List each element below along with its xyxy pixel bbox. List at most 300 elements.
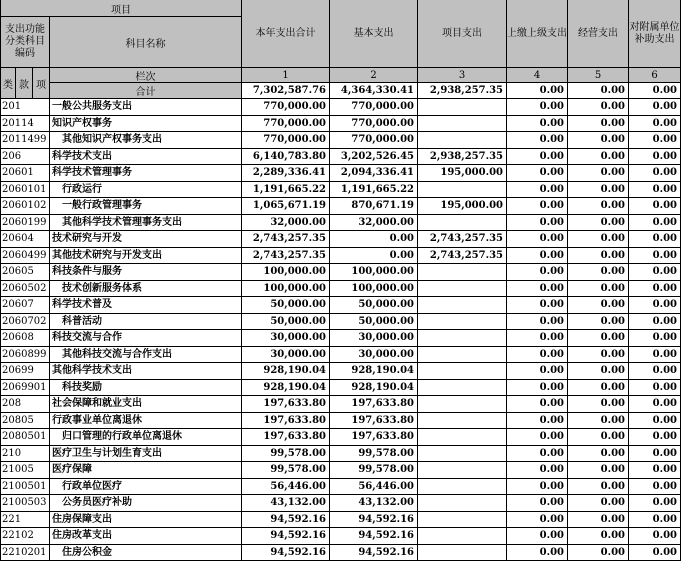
row-subject-name-text: 科学技术普及	[52, 299, 112, 310]
row-value-col-4-text: 0.00	[539, 398, 564, 409]
row-value-col-3	[418, 396, 507, 413]
row-value-col-3	[418, 165, 507, 182]
row-value-col-4	[507, 479, 568, 495]
column-number-3-text: 3	[458, 69, 466, 81]
row-value-col-5-text: 0.00	[600, 118, 625, 129]
row-value-col-4-text: 0.00	[539, 266, 564, 277]
column-header-3	[418, 0, 507, 68]
row-value-col-2	[330, 330, 418, 347]
row-value-col-1-text: 100,000.00	[263, 266, 326, 277]
row-value-col-1-text: 94,592.16	[270, 547, 326, 558]
row-value-col-4-text: 0.00	[539, 382, 564, 393]
row-value-col-5-text: 0.00	[600, 184, 625, 195]
column-number-5	[568, 68, 629, 83]
row-value-col-1-text: 94,592.16	[270, 514, 326, 525]
row-value-col-5	[568, 149, 629, 165]
row-value-col-1-text: 43,132.00	[270, 497, 326, 508]
row-value-col-5-text: 0.00	[600, 266, 625, 277]
row-code	[0, 132, 50, 149]
row-code-text: 2060499	[2, 250, 47, 261]
row-value-col-5-text: 0.00	[600, 349, 625, 360]
row-value-col-1	[242, 479, 330, 495]
row-value-col-1-text: 50,000.00	[270, 316, 326, 327]
row-subject-name	[50, 182, 242, 198]
total-cell-1-text: 7,302,587.76	[252, 85, 326, 96]
row-value-col-2-text: 43,132.00	[358, 497, 414, 508]
row-subject-name-text: 知识产权事务	[52, 118, 112, 129]
column-header-3-text: 项目支出	[442, 27, 482, 39]
row-subject-name	[50, 132, 242, 149]
row-code-text: 21005	[2, 464, 34, 475]
row-value-col-5-text: 0.00	[600, 481, 625, 492]
row-code-text: 201	[2, 101, 22, 112]
column-number-6-text: 6	[651, 69, 658, 81]
row-value-col-6-text: 0.00	[652, 431, 677, 442]
row-value-col-6-text: 0.00	[652, 233, 677, 244]
header-row-number-label: 栏次	[135, 71, 156, 83]
row-value-col-5-text: 0.00	[600, 365, 625, 376]
row-code	[0, 446, 50, 462]
row-value-col-4-text: 0.00	[539, 481, 564, 492]
row-code	[0, 495, 50, 512]
row-value-col-5-text: 0.00	[600, 448, 625, 459]
row-value-col-4-text: 0.00	[539, 514, 564, 525]
row-value-col-1-text: 770,000.00	[263, 101, 326, 112]
row-value-col-6	[629, 215, 681, 231]
row-value-col-2-text: 197,633.80	[351, 431, 414, 442]
row-value-col-2	[330, 446, 418, 462]
header-func-code	[0, 17, 50, 68]
row-subject-name	[50, 215, 242, 231]
header-lei-label: 类	[3, 79, 13, 91]
row-value-col-6	[629, 380, 681, 396]
row-value-col-4	[507, 264, 568, 281]
row-value-col-5	[568, 165, 629, 182]
row-value-col-1-text: 30,000.00	[270, 332, 326, 343]
row-value-col-4	[507, 528, 568, 545]
row-code-text: 2011499	[2, 134, 47, 145]
row-value-col-5	[568, 429, 629, 446]
row-subject-name-text: 科技交流与合作	[52, 332, 122, 343]
column-number-1-text: 1	[282, 69, 289, 81]
row-value-col-1	[242, 462, 330, 479]
row-value-col-2-text: 100,000.00	[351, 283, 414, 294]
column-number-1	[242, 68, 330, 83]
row-value-col-5	[568, 528, 629, 545]
row-value-col-4-text: 0.00	[539, 448, 564, 459]
row-value-col-1	[242, 413, 330, 429]
row-code	[0, 99, 50, 116]
row-value-col-3	[418, 429, 507, 446]
row-subject-name	[50, 281, 242, 297]
row-value-col-2	[330, 314, 418, 330]
row-value-col-1	[242, 330, 330, 347]
row-value-col-4-text: 0.00	[539, 365, 564, 376]
row-value-col-2-text: 56,446.00	[358, 481, 414, 492]
row-value-col-2-text: 50,000.00	[358, 316, 414, 327]
row-value-col-2-text: 3,202,526.45	[340, 151, 414, 162]
row-value-col-5-text: 0.00	[600, 283, 625, 294]
row-value-col-4-text: 0.00	[539, 200, 564, 211]
row-value-col-1	[242, 396, 330, 413]
row-value-col-1-text: 30,000.00	[270, 349, 326, 360]
row-code-text: 20601	[2, 167, 34, 178]
row-subject-name	[50, 545, 242, 561]
row-value-col-6-text: 0.00	[652, 299, 677, 310]
row-value-col-5	[568, 281, 629, 297]
row-subject-name-text: 住房改革支出	[52, 530, 112, 541]
row-value-col-4	[507, 413, 568, 429]
row-value-col-4-text: 0.00	[539, 332, 564, 343]
row-value-col-4	[507, 545, 568, 561]
row-value-col-5-text: 0.00	[600, 217, 625, 228]
row-subject-name	[50, 396, 242, 413]
row-value-col-6-text: 0.00	[652, 415, 677, 426]
row-value-col-3	[418, 215, 507, 231]
row-value-col-5-text: 0.00	[600, 250, 625, 261]
row-code-text: 2100503	[2, 497, 47, 508]
row-code	[0, 182, 50, 198]
row-value-col-1	[242, 264, 330, 281]
row-value-col-4	[507, 281, 568, 297]
row-subject-name-text: 归口管理的行政单位离退休	[62, 431, 182, 442]
row-subject-name	[50, 297, 242, 314]
row-value-col-3	[418, 281, 507, 297]
row-value-col-5-text: 0.00	[600, 514, 625, 525]
column-number-3	[418, 68, 507, 83]
row-subject-name	[50, 495, 242, 512]
row-code-text: 2060899	[2, 349, 47, 360]
row-value-col-6-text: 0.00	[652, 365, 677, 376]
row-subject-name-text: 医疗保障	[52, 464, 92, 475]
row-value-col-2	[330, 545, 418, 561]
row-code-text: 2069901	[2, 382, 47, 393]
row-value-col-3	[418, 132, 507, 149]
row-subject-name-text: 科学技术管理事务	[52, 167, 132, 178]
row-value-col-2	[330, 413, 418, 429]
row-value-col-3	[418, 380, 507, 396]
row-code-text: 2060199	[2, 217, 47, 228]
row-value-col-3	[418, 330, 507, 347]
header-subject-name	[50, 17, 242, 68]
header-project-group	[0, 0, 242, 17]
row-value-col-3	[418, 413, 507, 429]
row-value-col-6	[629, 314, 681, 330]
header-row-number	[50, 68, 242, 83]
row-value-col-4	[507, 165, 568, 182]
row-subject-name	[50, 314, 242, 330]
row-code	[0, 479, 50, 495]
row-value-col-6	[629, 281, 681, 297]
row-value-col-3	[418, 512, 507, 528]
row-value-col-4	[507, 396, 568, 413]
row-code-text: 20699	[2, 365, 34, 376]
row-value-col-4	[507, 495, 568, 512]
row-code	[0, 264, 50, 281]
row-value-col-4-text: 0.00	[539, 299, 564, 310]
row-value-col-3	[418, 495, 507, 512]
row-value-col-5	[568, 462, 629, 479]
row-subject-name-text: 住房保障支出	[52, 514, 112, 525]
row-code	[0, 462, 50, 479]
row-code-text: 2060702	[2, 316, 47, 327]
row-code-text: 20605	[2, 266, 34, 277]
row-subject-name-text: 科技奖励	[62, 382, 102, 393]
row-value-col-2	[330, 528, 418, 545]
row-value-col-1	[242, 363, 330, 380]
row-value-col-1	[242, 132, 330, 149]
total-cell-2-text: 4,364,330.41	[340, 85, 414, 96]
row-value-col-5	[568, 182, 629, 198]
total-cell-2	[330, 83, 418, 99]
header-xiang-label: 项	[36, 79, 46, 91]
column-header-4-text: 上缴上级支出	[507, 27, 567, 39]
row-value-col-3	[418, 264, 507, 281]
row-value-col-3-text: 2,743,257.35	[429, 233, 503, 244]
row-value-col-6-text: 0.00	[652, 167, 677, 178]
row-value-col-1-text: 197,633.80	[263, 415, 326, 426]
row-value-col-3	[418, 231, 507, 248]
row-value-col-4	[507, 363, 568, 380]
column-header-2	[330, 0, 418, 68]
row-value-col-6	[629, 231, 681, 248]
row-code-text: 221	[2, 514, 22, 525]
column-header-1	[242, 0, 330, 68]
row-value-col-1-text: 94,592.16	[270, 530, 326, 541]
row-subject-name	[50, 198, 242, 215]
row-value-col-3	[418, 347, 507, 363]
row-value-col-3	[418, 297, 507, 314]
row-value-col-6	[629, 248, 681, 264]
header-kuan	[16, 68, 33, 99]
row-subject-name	[50, 347, 242, 363]
row-value-col-5-text: 0.00	[600, 316, 625, 327]
row-value-col-2	[330, 479, 418, 495]
row-value-col-2	[330, 182, 418, 198]
row-value-col-6	[629, 182, 681, 198]
row-value-col-5-text: 0.00	[600, 167, 625, 178]
row-code	[0, 380, 50, 396]
row-subject-name-text: 技术创新服务体系	[62, 283, 142, 294]
row-value-col-1	[242, 528, 330, 545]
column-number-4	[507, 68, 568, 83]
row-value-col-1-text: 56,446.00	[270, 481, 326, 492]
row-code	[0, 215, 50, 231]
row-subject-name	[50, 116, 242, 132]
row-subject-name-text: 行政单位医疗	[62, 481, 122, 492]
row-value-col-4	[507, 198, 568, 215]
header-subject-name-label: 科目名称	[125, 38, 166, 50]
row-value-col-1-text: 1,065,671.19	[252, 200, 326, 211]
row-value-col-2-text: 770,000.00	[351, 118, 414, 129]
row-value-col-1-text: 928,190.04	[263, 382, 326, 393]
row-code-text: 208	[2, 398, 22, 409]
row-subject-name-text: 科技条件与服务	[52, 266, 122, 277]
row-value-col-4-text: 0.00	[539, 167, 564, 178]
row-value-col-2-text: 100,000.00	[351, 266, 414, 277]
row-value-col-6-text: 0.00	[652, 134, 677, 145]
row-value-col-2-text: 197,633.80	[351, 398, 414, 409]
row-subject-name	[50, 330, 242, 347]
row-value-col-3-text: 195,000.00	[440, 200, 503, 211]
row-value-col-1	[242, 314, 330, 330]
row-value-col-5	[568, 545, 629, 561]
row-value-col-6-text: 0.00	[652, 151, 677, 162]
row-value-col-2-text: 94,592.16	[358, 530, 414, 541]
row-value-col-4	[507, 380, 568, 396]
row-value-col-5-text: 0.00	[600, 101, 625, 112]
row-value-col-4	[507, 99, 568, 116]
row-value-col-6-text: 0.00	[652, 200, 677, 211]
row-value-col-1	[242, 495, 330, 512]
row-value-col-6	[629, 446, 681, 462]
row-value-col-5	[568, 413, 629, 429]
row-code	[0, 248, 50, 264]
row-value-col-2	[330, 215, 418, 231]
row-value-col-5	[568, 198, 629, 215]
row-subject-name	[50, 413, 242, 429]
row-code-text: 2060102	[2, 200, 47, 211]
row-subject-name	[50, 149, 242, 165]
row-value-col-2-text: 94,592.16	[358, 547, 414, 558]
row-value-col-5	[568, 495, 629, 512]
row-value-col-1-text: 770,000.00	[263, 134, 326, 145]
row-value-col-1	[242, 99, 330, 116]
row-value-col-2-text: 1,191,665.22	[340, 184, 414, 195]
row-code-text: 20607	[2, 299, 34, 310]
row-value-col-5	[568, 330, 629, 347]
row-value-col-5	[568, 314, 629, 330]
row-value-col-1	[242, 512, 330, 528]
row-subject-name	[50, 231, 242, 248]
row-value-col-3	[418, 446, 507, 462]
header-total-label: 合计	[135, 87, 156, 98]
row-value-col-5	[568, 479, 629, 495]
row-value-col-6	[629, 528, 681, 545]
row-value-col-6-text: 0.00	[652, 547, 677, 558]
row-code	[0, 347, 50, 363]
row-code-text: 210	[2, 448, 22, 459]
row-value-col-6	[629, 429, 681, 446]
row-subject-name-text: 行政运行	[62, 184, 102, 195]
row-subject-name	[50, 512, 242, 528]
row-value-col-5-text: 0.00	[600, 233, 625, 244]
row-code-text: 2100501	[2, 481, 47, 492]
row-subject-name	[50, 165, 242, 182]
row-value-col-4-text: 0.00	[539, 497, 564, 508]
row-value-col-2-text: 770,000.00	[351, 101, 414, 112]
row-code	[0, 528, 50, 545]
row-subject-name	[50, 264, 242, 281]
row-value-col-4-text: 0.00	[539, 217, 564, 228]
row-value-col-4	[507, 314, 568, 330]
header-kuan-label: 款	[19, 79, 29, 91]
row-subject-name	[50, 99, 242, 116]
row-code-text: 2060101	[2, 184, 47, 195]
row-value-col-1	[242, 215, 330, 231]
row-subject-name-text: 其他科学技术支出	[52, 365, 132, 376]
row-value-col-3-text: 195,000.00	[440, 167, 503, 178]
row-value-col-5	[568, 215, 629, 231]
row-value-col-5	[568, 347, 629, 363]
row-value-col-6-text: 0.00	[652, 101, 677, 112]
row-value-col-6	[629, 396, 681, 413]
row-value-col-4	[507, 231, 568, 248]
row-value-col-6-text: 0.00	[652, 464, 677, 475]
row-value-col-1	[242, 380, 330, 396]
row-value-col-2	[330, 363, 418, 380]
row-value-col-1	[242, 165, 330, 182]
row-subject-name-text: 行政事业单位离退休	[52, 415, 142, 426]
row-value-col-6-text: 0.00	[652, 266, 677, 277]
row-subject-name-text: 一般行政管理事务	[62, 200, 142, 211]
row-code	[0, 116, 50, 132]
row-value-col-4	[507, 446, 568, 462]
row-subject-name-text: 其他知识产权事务支出	[62, 134, 162, 145]
column-number-2-text: 2	[370, 69, 377, 81]
row-value-col-1	[242, 248, 330, 264]
row-value-col-4-text: 0.00	[539, 118, 564, 129]
row-code-text: 2080501	[2, 431, 47, 442]
row-value-col-6-text: 0.00	[652, 316, 677, 327]
row-value-col-5-text: 0.00	[600, 464, 625, 475]
row-value-col-1-text: 6,140,783.80	[252, 151, 326, 162]
row-value-col-1-text: 100,000.00	[263, 283, 326, 294]
row-value-col-1	[242, 182, 330, 198]
row-subject-name-text: 医疗卫生与计划生育支出	[52, 448, 162, 459]
row-value-col-2	[330, 231, 418, 248]
row-value-col-6-text: 0.00	[652, 382, 677, 393]
row-value-col-2-text: 928,190.04	[351, 365, 414, 376]
row-value-col-1-text: 2,743,257.35	[252, 250, 326, 261]
row-value-col-2-text: 99,578.00	[358, 464, 414, 475]
row-value-col-4	[507, 149, 568, 165]
row-value-col-2-text: 30,000.00	[358, 332, 414, 343]
row-value-col-4-text: 0.00	[539, 530, 564, 541]
column-header-4	[507, 0, 568, 68]
column-header-1-text: 本年支出合计	[255, 27, 316, 39]
row-value-col-2	[330, 281, 418, 297]
row-value-col-6	[629, 149, 681, 165]
row-value-col-2	[330, 429, 418, 446]
row-value-col-4	[507, 347, 568, 363]
row-value-col-1-text: 928,190.04	[263, 365, 326, 376]
row-value-col-2	[330, 149, 418, 165]
row-value-col-5-text: 0.00	[600, 200, 625, 211]
row-value-col-5-text: 0.00	[600, 415, 625, 426]
row-value-col-3	[418, 479, 507, 495]
row-code-text: 20114	[2, 118, 34, 129]
row-value-col-3	[418, 363, 507, 380]
row-value-col-2	[330, 347, 418, 363]
row-value-col-6-text: 0.00	[652, 398, 677, 409]
row-value-col-6-text: 0.00	[652, 448, 677, 459]
row-value-col-2-text: 870,671.19	[351, 200, 414, 211]
row-value-col-4	[507, 512, 568, 528]
row-subject-name	[50, 479, 242, 495]
row-value-col-4-text: 0.00	[539, 349, 564, 360]
row-value-col-1-text: 99,578.00	[270, 448, 326, 459]
row-value-col-3	[418, 248, 507, 264]
row-value-col-4-text: 0.00	[539, 316, 564, 327]
row-code-text: 20805	[2, 415, 34, 426]
row-value-col-1-text: 197,633.80	[263, 398, 326, 409]
row-value-col-5	[568, 446, 629, 462]
row-value-col-2	[330, 495, 418, 512]
row-value-col-1	[242, 149, 330, 165]
row-value-col-6	[629, 198, 681, 215]
row-value-col-6	[629, 116, 681, 132]
